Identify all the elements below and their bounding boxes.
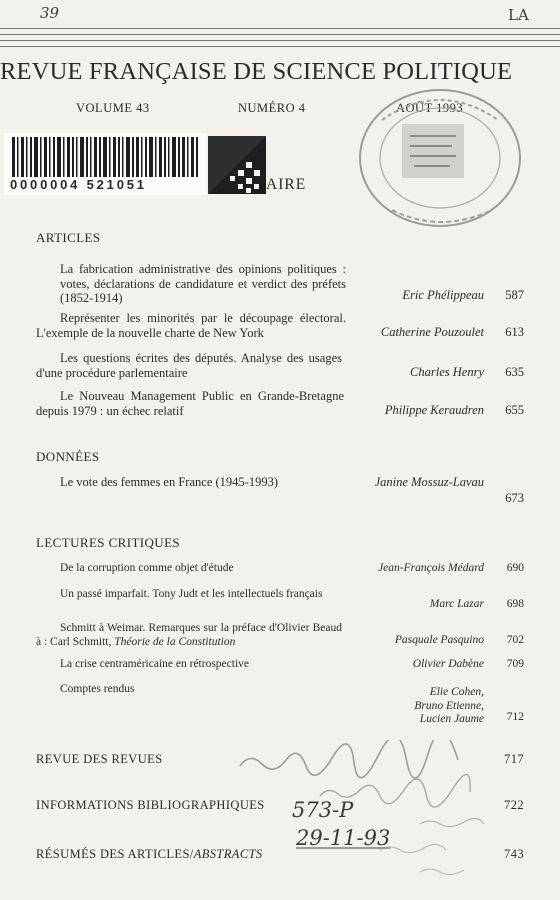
entry-title: Le Nouveau Management Public en Grande-Bretagne depuis 1979 : un échec relatif [36, 389, 344, 418]
toc-entry[interactable] [36, 562, 524, 578]
entry-page: 712 [506, 711, 524, 723]
header-rule [0, 40, 560, 41]
entry-author: Janine Mossuz-Lavau [374, 475, 484, 489]
entry-title: La fabrication administrative des opinions politiques : votes, déclarations de candidature et verdict des préfets (1852-1914) [60, 262, 346, 305]
initials-handwritten: LA [508, 6, 529, 24]
sommaire-heading: AIRE [266, 176, 307, 193]
entry-page: 655 [505, 403, 524, 417]
entry-title: Représenter les minorités par le découpage électoral. L'exemple de la nouvelle charte de New York [36, 311, 346, 340]
entry-title: La crise centraméricaine en rétrospective [60, 658, 249, 670]
entry-title: Comptes rendus [60, 683, 135, 695]
toc-entry[interactable] [36, 658, 524, 674]
toc-entry[interactable] [36, 389, 524, 419]
toc-entry[interactable] [36, 588, 524, 618]
arabic-library-stamp [230, 740, 520, 880]
barcode-digits: 0000004 521051 [10, 177, 147, 192]
entry-title: De la corruption comme objet d'étude [60, 562, 234, 574]
page-ref-handwritten: 39 [40, 4, 60, 22]
entry-page: 709 [506, 658, 524, 670]
library-stamp [352, 84, 528, 236]
journal-title: REVUE FRANÇAISE DE SCIENCE POLITIQUE [0, 58, 513, 85]
entry-page: 613 [505, 325, 524, 339]
header-rule [0, 34, 560, 35]
section-label: INFORMATIONS BIBLIOGRAPHIQUES [36, 798, 265, 812]
entry-page: 635 [505, 365, 524, 379]
entry-author: Charles Henry [410, 365, 484, 379]
toc-entry[interactable] [36, 311, 524, 341]
barcode [4, 133, 206, 195]
toc-entry[interactable] [36, 262, 524, 306]
header-rule [0, 28, 560, 29]
entry-author: Philippe Keraudren [384, 403, 484, 417]
entry-title-text: Schmitt à Weimar. Remarques sur la préface d'Olivier Beaud à : Carl Schmitt, [36, 622, 342, 648]
entry-author: Elie Cohen, [429, 686, 484, 698]
entry-author: Olivier Dabène [412, 658, 484, 670]
entry-author: Lucien Jaume [419, 713, 484, 725]
issue-volume: VOLUME 43 [76, 101, 150, 115]
section-page: 717 [504, 752, 524, 766]
toc-entry[interactable] [36, 351, 524, 381]
toc-entry[interactable] [36, 622, 524, 652]
entry-page: 673 [505, 491, 524, 505]
entry-title: Le vote des femmes en France (1945-1993) [60, 475, 278, 489]
header-rule [0, 46, 560, 47]
entry-author: Catherine Pouzoulet [380, 325, 484, 339]
entry-page: 690 [506, 562, 524, 574]
entry-title [36, 622, 342, 649]
entry-title-book: Théorie de la Constitution [114, 635, 236, 648]
barcode-bars [12, 137, 198, 177]
entry-author: Marc Lazar [429, 598, 484, 610]
entry-page: 702 [506, 634, 524, 646]
section-label: RÉSUMÉS DES ARTICLES/ABSTRACTS [36, 847, 263, 861]
section-page: 722 [504, 798, 524, 812]
entry-author: Eric Phélippeau [402, 288, 484, 302]
entry-author: Bruno Etienne, [414, 699, 484, 712]
toc-entry[interactable] [36, 475, 524, 509]
issue-date: AOÛT 1993 [396, 101, 464, 115]
entry-page: 698 [506, 598, 524, 610]
entry-title: Un passé imparfait. Tony Judt et les intellectuels français [60, 588, 323, 600]
entry-page: 587 [505, 288, 524, 302]
toc-entry[interactable] [36, 683, 524, 725]
entry-authors [324, 686, 484, 727]
section-heading-donnees: DONNÉES [36, 449, 100, 464]
section-label: REVUE DES REVUES [36, 752, 163, 766]
section-heading-articles: ARTICLES [36, 230, 101, 245]
publisher-logo [208, 136, 266, 194]
issue-number: NUMÉRO 4 [238, 101, 306, 115]
handwritten-date: 29-11-93 [296, 826, 391, 850]
entry-title: Les questions écrites des députés. Analyse des usages d'une procédure parlementaire [36, 351, 342, 380]
entry-author: Jean-François Médard [378, 562, 484, 574]
entry-author: Pasquale Pasquino [394, 634, 484, 646]
handwritten-call-number: 573-P [292, 798, 354, 822]
section-heading-lectures: LECTURES CRITIQUES [36, 535, 181, 550]
section-page: 743 [504, 847, 524, 861]
